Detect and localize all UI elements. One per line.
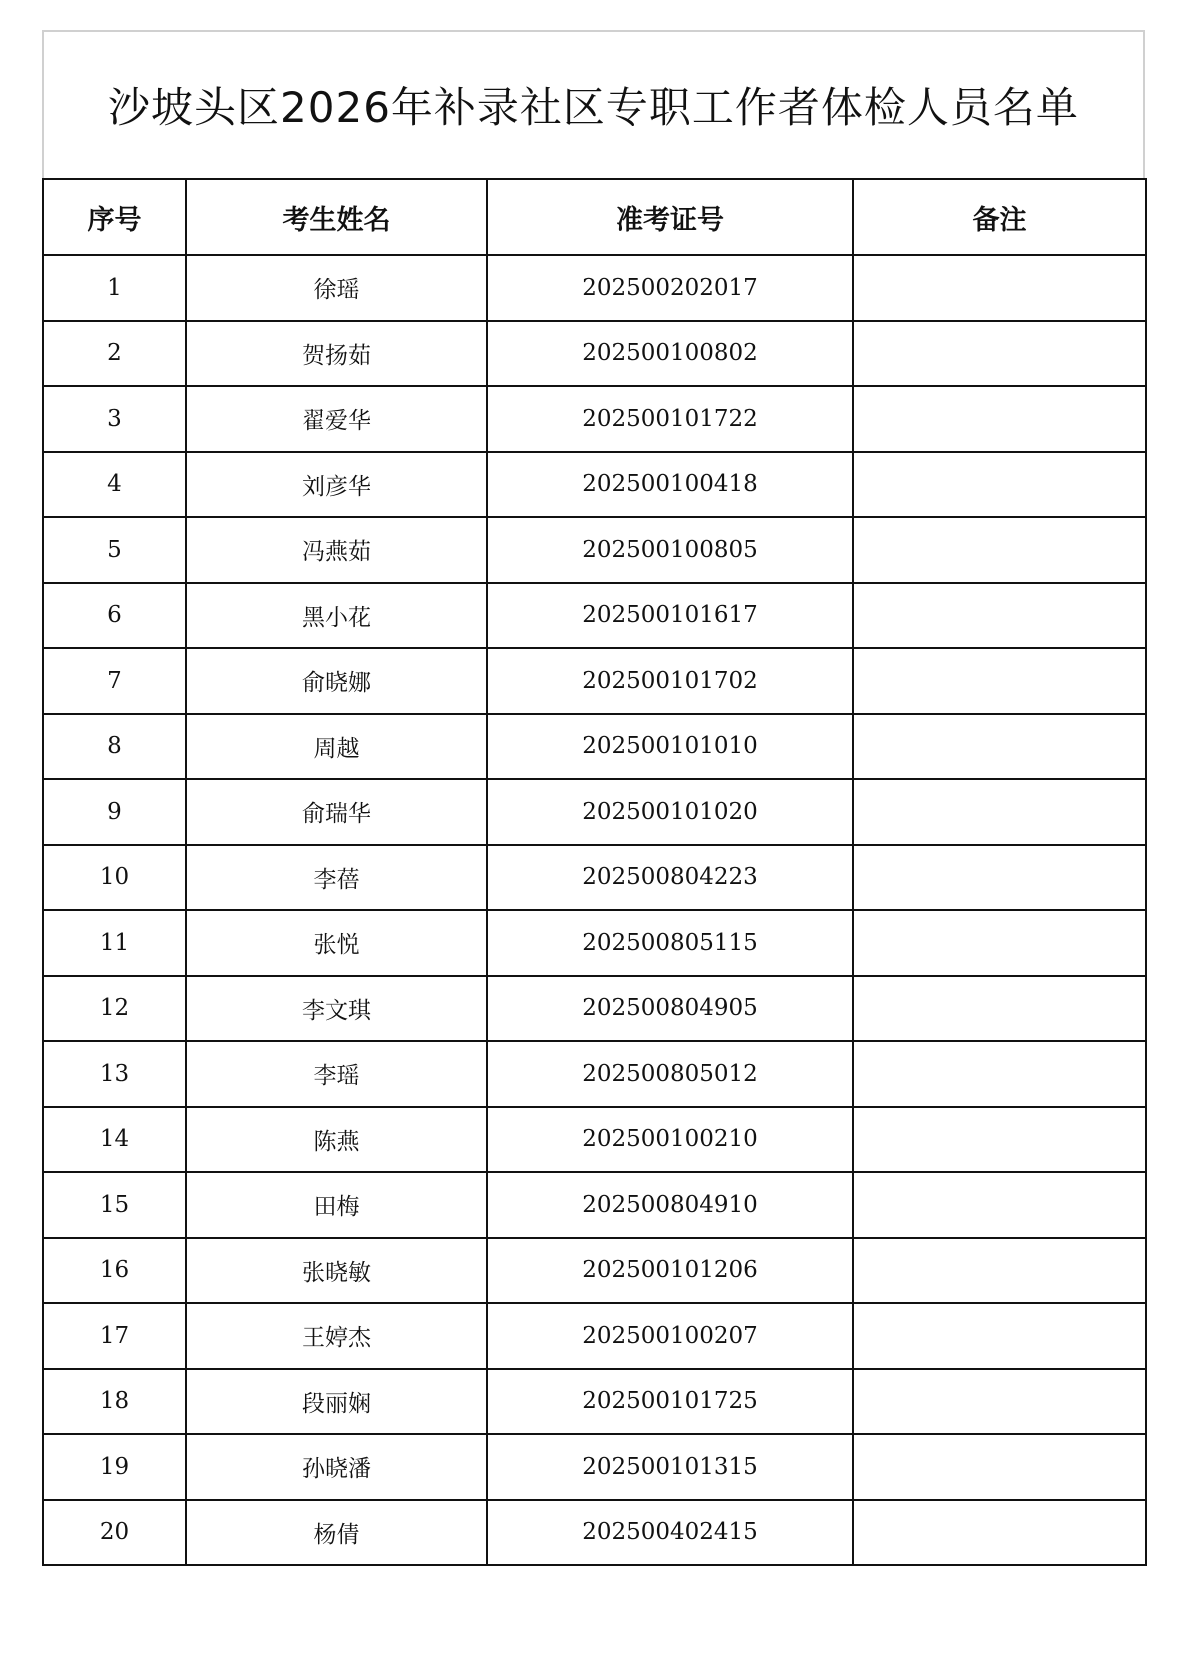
cell-no: 2 [43, 321, 186, 387]
cell-note [853, 1369, 1146, 1435]
table-row [43, 1172, 1146, 1238]
cell-no: 10 [43, 845, 186, 911]
cell-name: 李文琪 [186, 976, 487, 1042]
cell-note [853, 517, 1146, 583]
cell-name: 王婷杰 [186, 1303, 487, 1369]
cell-no: 14 [43, 1107, 186, 1173]
cell-exam-id: 202500101020 [487, 779, 853, 845]
cell-note [853, 845, 1146, 911]
cell-name: 张晓敏 [186, 1238, 487, 1304]
table-row [43, 1303, 1146, 1369]
cell-no: 6 [43, 583, 186, 649]
cell-note [853, 1238, 1146, 1304]
cell-note [853, 1434, 1146, 1500]
cell-name: 贺扬茹 [186, 321, 487, 387]
table-row [43, 452, 1146, 518]
cell-exam-id: 202500101315 [487, 1434, 853, 1500]
table-header-row [43, 179, 1146, 255]
cell-name: 俞瑞华 [186, 779, 487, 845]
cell-exam-id: 202500100802 [487, 321, 853, 387]
table-row [43, 255, 1146, 321]
title-box [42, 30, 1145, 178]
cell-no: 19 [43, 1434, 186, 1500]
header-exam-id: 准考证号 [487, 179, 853, 255]
cell-note [853, 1500, 1146, 1566]
cell-name: 周越 [186, 714, 487, 780]
table-row [43, 1434, 1146, 1500]
cell-exam-id: 202500804910 [487, 1172, 853, 1238]
cell-note [853, 321, 1146, 387]
cell-exam-id: 202500101206 [487, 1238, 853, 1304]
cell-exam-id: 202500805115 [487, 910, 853, 976]
table-row [43, 648, 1146, 714]
cell-name: 李瑶 [186, 1041, 487, 1107]
table-row [43, 1238, 1146, 1304]
cell-exam-id: 202500101617 [487, 583, 853, 649]
cell-exam-id: 202500101722 [487, 386, 853, 452]
table-row [43, 1500, 1146, 1566]
cell-no: 16 [43, 1238, 186, 1304]
cell-no: 5 [43, 517, 186, 583]
cell-exam-id: 202500804223 [487, 845, 853, 911]
header-name: 考生姓名 [186, 179, 487, 255]
table-row [43, 714, 1146, 780]
cell-exam-id: 202500402415 [487, 1500, 853, 1566]
cell-name: 孙晓潘 [186, 1434, 487, 1500]
cell-note [853, 255, 1146, 321]
cell-name: 徐瑶 [186, 255, 487, 321]
cell-name: 陈燕 [186, 1107, 487, 1173]
table-row [43, 321, 1146, 387]
cell-name: 田梅 [186, 1172, 487, 1238]
table-row [43, 517, 1146, 583]
header-no: 序号 [43, 179, 186, 255]
cell-note [853, 452, 1146, 518]
cell-no: 17 [43, 1303, 186, 1369]
cell-no: 11 [43, 910, 186, 976]
cell-name: 李蓓 [186, 845, 487, 911]
cell-name: 黑小花 [186, 583, 487, 649]
cell-exam-id: 202500101010 [487, 714, 853, 780]
table-row [43, 1369, 1146, 1435]
cell-note [853, 583, 1146, 649]
cell-note [853, 1172, 1146, 1238]
cell-no: 9 [43, 779, 186, 845]
cell-name: 冯燕茹 [186, 517, 487, 583]
cell-no: 3 [43, 386, 186, 452]
cell-exam-id: 202500202017 [487, 255, 853, 321]
cell-note [853, 976, 1146, 1042]
cell-note [853, 1303, 1146, 1369]
cell-no: 15 [43, 1172, 186, 1238]
table-row [43, 1107, 1146, 1173]
cell-note [853, 1041, 1146, 1107]
cell-no: 18 [43, 1369, 186, 1435]
page-title: 沙坡头区2026年补录社区专职工作者体检人员名单 [108, 83, 1079, 132]
cell-name: 段丽娴 [186, 1369, 487, 1435]
table-row [43, 1041, 1146, 1107]
table-row [43, 779, 1146, 845]
cell-exam-id: 202500804905 [487, 976, 853, 1042]
table-row [43, 976, 1146, 1042]
cell-no: 4 [43, 452, 186, 518]
cell-no: 20 [43, 1500, 186, 1566]
cell-name: 杨倩 [186, 1500, 487, 1566]
cell-note [853, 779, 1146, 845]
header-note: 备注 [853, 179, 1146, 255]
cell-exam-id: 202500100207 [487, 1303, 853, 1369]
cell-exam-id: 202500101725 [487, 1369, 853, 1435]
table-row [43, 910, 1146, 976]
cell-name: 张悦 [186, 910, 487, 976]
cell-note [853, 714, 1146, 780]
table-body [43, 255, 1146, 1565]
cell-exam-id: 202500101702 [487, 648, 853, 714]
cell-note [853, 648, 1146, 714]
cell-note [853, 386, 1146, 452]
cell-name: 翟爱华 [186, 386, 487, 452]
cell-note [853, 910, 1146, 976]
cell-no: 8 [43, 714, 186, 780]
table-row [43, 386, 1146, 452]
document-sheet [42, 30, 1145, 1566]
cell-exam-id: 202500805012 [487, 1041, 853, 1107]
cell-name: 俞晓娜 [186, 648, 487, 714]
table-row [43, 583, 1146, 649]
cell-exam-id: 202500100418 [487, 452, 853, 518]
cell-name: 刘彦华 [186, 452, 487, 518]
cell-no: 13 [43, 1041, 186, 1107]
cell-no: 12 [43, 976, 186, 1042]
cell-no: 7 [43, 648, 186, 714]
cell-exam-id: 202500100805 [487, 517, 853, 583]
table-row [43, 845, 1146, 911]
cell-exam-id: 202500100210 [487, 1107, 853, 1173]
cell-no: 1 [43, 255, 186, 321]
cell-note [853, 1107, 1146, 1173]
candidate-table [42, 178, 1147, 1566]
